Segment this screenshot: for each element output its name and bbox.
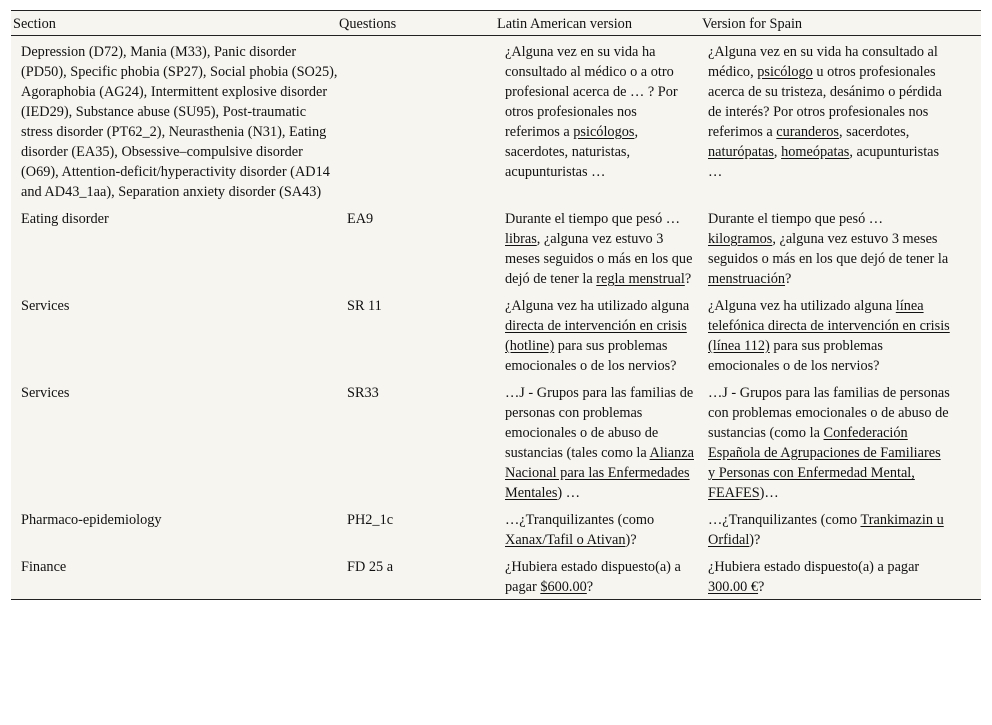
text-segment: …J - Grupos para las familias de personas con problemas emocionales o de abuso de sustancias (como la [708, 385, 950, 441]
section-cell: Services [21, 298, 70, 314]
table-row [11, 376, 981, 503]
text-segment: )… [759, 485, 779, 501]
localized-term: Xanax/Tafil o Ativan [505, 532, 626, 548]
table-row [11, 36, 981, 203]
text-segment: ? [586, 579, 594, 595]
spain-version-cell [695, 36, 981, 203]
latam-version-cell [496, 202, 695, 289]
table-row [11, 503, 981, 550]
column-header-section: Section [11, 11, 339, 36]
question-code-cell: EA9 [347, 211, 374, 227]
localized-term: kilogramos [708, 231, 773, 247]
text-segment: Durante el tiempo que pesó … [708, 211, 884, 227]
text-segment: , ¿alguna vez estuvo 3 meses seguidos o más en los que dejó de tener la [505, 231, 693, 287]
question-code-cell: SR33 [347, 385, 379, 401]
question-code-cell [339, 36, 496, 203]
text-segment: ¿Alguna vez ha utilizado alguna [505, 298, 690, 314]
latam-version-cell [496, 550, 695, 599]
localized-term: regla menstrual [596, 271, 685, 287]
text-segment: , ¿alguna vez estuvo 3 meses seguidos o más en los que dejó de tener la [708, 231, 949, 267]
translation-table-container [11, 10, 981, 600]
latam-version-cell [496, 36, 695, 203]
table-body [11, 36, 981, 600]
localized-term: psicólogo [757, 64, 813, 80]
text-segment: …J - Grupos para las familias de personas con problemas emocionales o de abuso de sustancias (tales como la [505, 385, 694, 461]
section-cell: Finance [21, 559, 67, 575]
section-cell: Depression (D72), Mania (M33), Panic disorder (PD50), Specific phobia (SP27), Social phobia (SO25), Agoraphobia (AG24), Intermittent explosive disorder (IED29), Substance abuse (SU95), Post-traumatic stress disorder (PT62_2), Neurasthenia (N31), Eating disorder (EA35), Obsessive–compulsive disorder (O69), Attention-deficit/hyperactivity disorder (AD14 and AD43_1aa), Separation anxiety disorder (SA43) [21, 44, 338, 200]
latam-version-cell [496, 376, 695, 503]
section-cell: Services [21, 385, 70, 401]
text-segment: …¿Tranquilizantes (como [708, 512, 861, 528]
localized-term: curanderos [776, 124, 839, 140]
localized-term: Confederación Española de Agrupaciones de Familiares y Personas con Enfermedad Mental, FEAFES [708, 425, 941, 501]
section-cell: Eating disorder [21, 211, 109, 227]
spain-version-cell [695, 289, 981, 376]
text-segment: , sacerdotes, naturistas, acupunturistas … [505, 124, 639, 180]
text-segment: ¿Hubiera estado dispuesto(a) a pagar [505, 559, 681, 595]
latam-version-cell [496, 503, 695, 550]
localized-term: línea telefónica directa de intervención en crisis (línea 112) [708, 298, 950, 354]
spain-version-cell [695, 550, 981, 599]
question-code-cell: FD 25 a [347, 559, 394, 575]
section-cell: Pharmaco-epidemiology [21, 512, 162, 528]
text-segment: , sacerdotes, [839, 124, 910, 140]
localized-term: menstruación [708, 271, 786, 287]
spain-version-cell [695, 202, 981, 289]
table-row [11, 550, 981, 599]
question-code-cell: SR 11 [347, 298, 382, 314]
table-row [11, 289, 981, 376]
localized-term: libras [505, 231, 537, 247]
localized-term: directa de intervención en crisis (hotline) [505, 318, 687, 354]
text-segment: ¿Hubiera estado dispuesto(a) a pagar [708, 559, 920, 575]
table-row [11, 202, 981, 289]
text-segment: u otros profesionales acerca de su tristeza, desánimo o pérdida de interés? Por otros profesionales nos referimos a [708, 64, 942, 140]
text-segment: , [773, 144, 782, 160]
text-segment: ? [785, 271, 792, 287]
text-segment: para sus problemas emocionales o de los nervios? [505, 338, 677, 374]
header-row [11, 11, 981, 36]
text-segment: ¿Alguna vez en su vida ha consultado al médico o a otro profesional acerca de … ? Por otros profesionales nos referimos a [505, 44, 678, 140]
localized-term: $600.00 [540, 579, 587, 595]
text-segment: para sus problemas emocionales o de los nervios? [708, 338, 883, 374]
localized-term: Trankimazin u Orfidal [708, 512, 944, 548]
localized-term: 300.00 € [708, 579, 759, 595]
latam-version-cell [496, 289, 695, 376]
spain-version-cell [695, 376, 981, 503]
text-segment: ? [684, 271, 692, 287]
localized-term: psicólogos [573, 124, 635, 140]
localized-term: homeópatas [781, 144, 850, 160]
column-header-spain: Version for Spain [695, 11, 981, 36]
text-segment: )? [625, 532, 637, 548]
text-segment: ¿Alguna vez en su vida ha consultado al médico, [708, 44, 938, 80]
text-segment: )? [749, 532, 761, 548]
column-header-questions: Questions [339, 11, 496, 36]
text-segment: ? [758, 579, 765, 595]
text-segment: , acupunturistas … [708, 144, 940, 180]
translation-table [11, 11, 981, 599]
question-code-cell: PH2_1c [347, 512, 394, 528]
text-segment: ¿Alguna vez ha utilizado alguna [708, 298, 896, 314]
spain-version-cell [695, 503, 981, 550]
localized-term: Alianza Nacional para las Enfermedades Mentales [505, 445, 694, 501]
column-header-latam: Latin American version [496, 11, 695, 36]
text-segment: …¿Tranquilizantes (como [505, 512, 655, 528]
text-segment: ) … [557, 485, 581, 501]
text-segment: Durante el tiempo que pesó … [505, 211, 681, 227]
localized-term: naturópatas [708, 144, 774, 160]
